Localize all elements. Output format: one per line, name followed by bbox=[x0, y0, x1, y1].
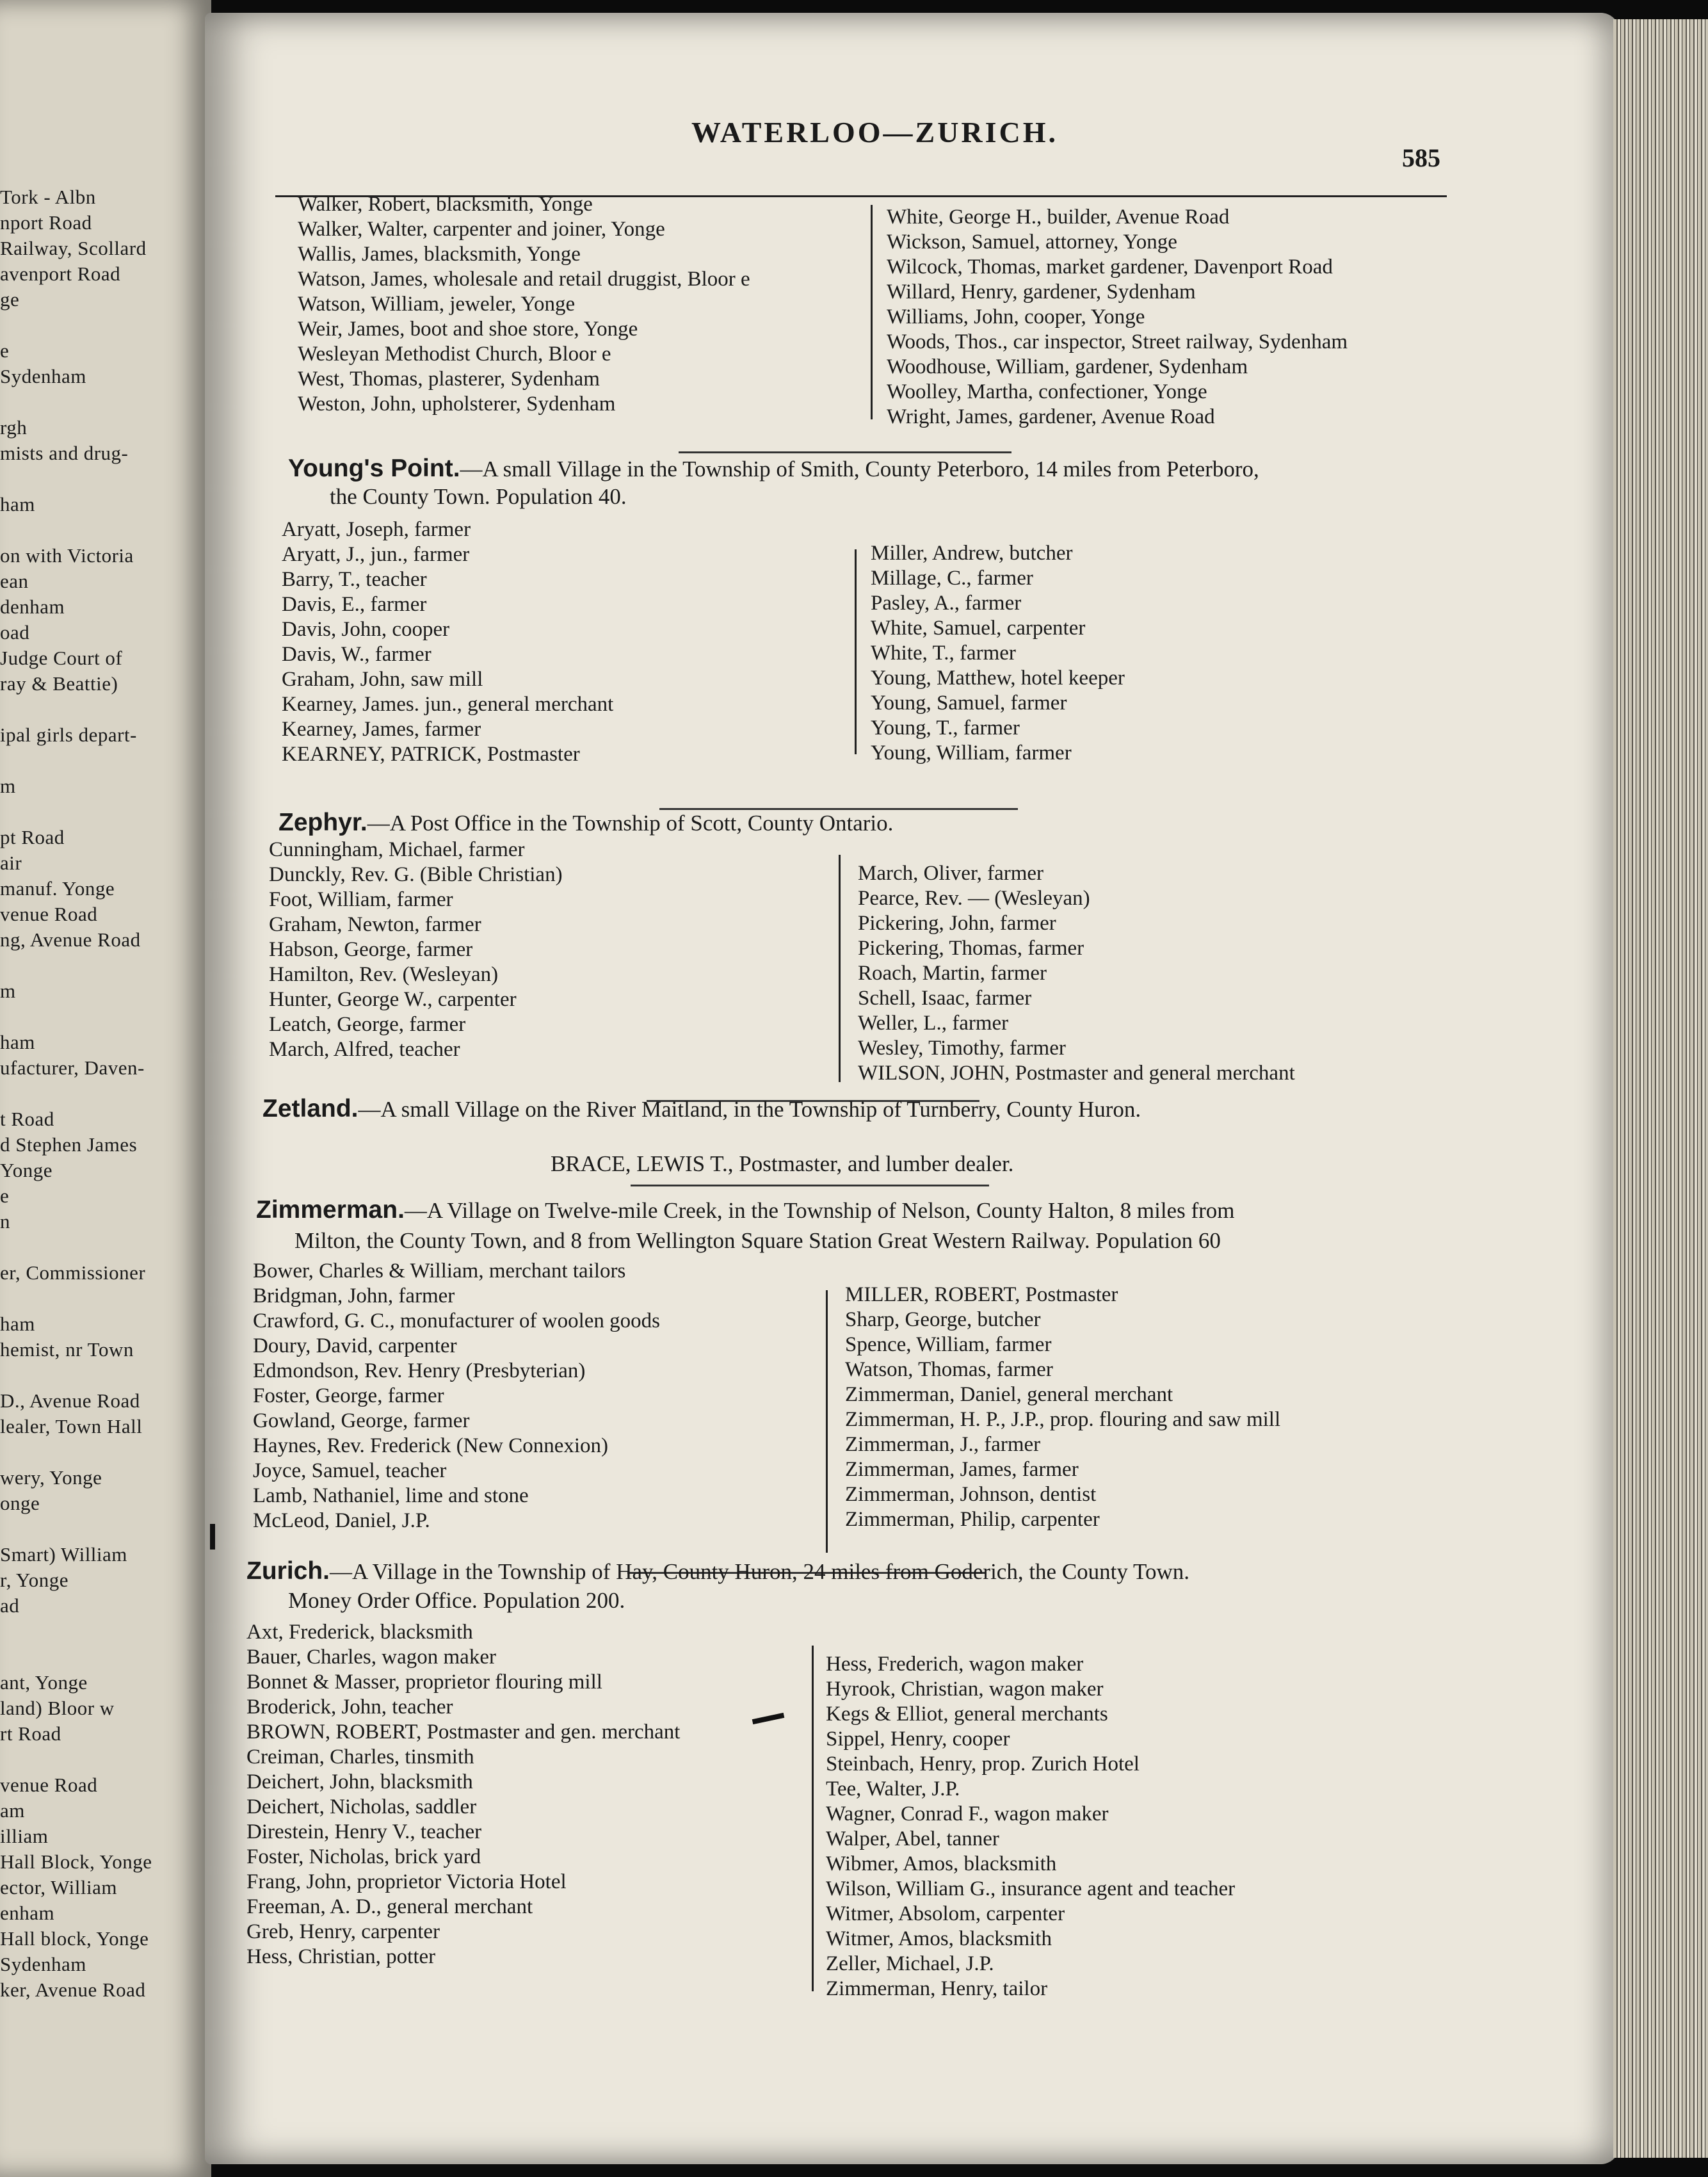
section-divider bbox=[679, 451, 1011, 453]
directory-entry: Zeller, Michael, J.P. bbox=[826, 1952, 994, 1975]
directory-entry: Wesleyan Methodist Church, Bloor e bbox=[298, 343, 611, 366]
directory-entry: Hess, Christian, potter bbox=[246, 1945, 436, 1968]
column-divider bbox=[871, 205, 873, 419]
directory-entry: White, T., farmer bbox=[871, 642, 1016, 665]
facing-page-line: Tork - Albn bbox=[0, 186, 96, 208]
zephyr-left-column bbox=[269, 838, 563, 1062]
facing-page-line: Hall block, Yonge bbox=[0, 1927, 149, 1950]
facing-page-line: ray & Beattie) bbox=[0, 672, 118, 695]
directory-entry: Hamilton, Rev. (Wesleyan) bbox=[269, 963, 499, 986]
facing-page-line: venue Road bbox=[0, 1774, 98, 1796]
directory-entry: Watson, William, jeweler, Yonge bbox=[298, 293, 576, 316]
directory-entry: Watson, Thomas, farmer bbox=[845, 1358, 1053, 1381]
directory-entry: Witmer, Amos, blacksmith bbox=[826, 1927, 1052, 1950]
directory-entry: Bonnet & Masser, proprietor flouring mill bbox=[246, 1671, 602, 1694]
directory-entry: Crawford, G. C., monufacturer of woolen goods bbox=[253, 1309, 661, 1332]
facing-page-line: mists and drug- bbox=[0, 442, 129, 464]
directory-entry: Millage, C., farmer bbox=[871, 567, 1033, 590]
directory-entry: KEARNEY, PATRICK, Postmaster bbox=[282, 743, 580, 766]
column-divider bbox=[826, 1290, 828, 1553]
facing-page-line: illiam bbox=[0, 1825, 49, 1847]
directory-entry: Roach, Martin, farmer bbox=[858, 962, 1047, 985]
facing-page-line: r, Yonge bbox=[0, 1569, 68, 1591]
section-name: Zetland. bbox=[262, 1095, 359, 1122]
directory-entry: Graham, John, saw mill bbox=[282, 668, 483, 691]
directory-entry: March, Oliver, farmer bbox=[858, 862, 1044, 885]
section-name: Young's Point. bbox=[288, 455, 460, 482]
directory-entry: Wickson, Samuel, attorney, Yonge bbox=[887, 231, 1177, 254]
directory-entry: Deichert, John, blacksmith bbox=[246, 1770, 473, 1793]
column-divider bbox=[812, 1646, 814, 1991]
facing-page-line: e bbox=[0, 339, 10, 362]
facing-page-line: ipal girls depart- bbox=[0, 724, 137, 746]
directory-entry: Schell, Isaac, farmer bbox=[858, 987, 1032, 1010]
facing-page-line: ham bbox=[0, 493, 35, 515]
directory-entry: Doury, David, carpenter bbox=[253, 1334, 457, 1357]
zimmerman-heading bbox=[256, 1197, 1235, 1224]
facing-page-line: m bbox=[0, 775, 16, 797]
directory-entry: Bauer, Charles, wagon maker bbox=[246, 1646, 496, 1669]
margin-mark bbox=[210, 1524, 215, 1550]
directory-entry: Young, Matthew, hotel keeper bbox=[871, 667, 1125, 690]
facing-page-line: ufacturer, Daven- bbox=[0, 1056, 145, 1079]
directory-entry: Edmondson, Rev. Henry (Presbyterian) bbox=[253, 1359, 586, 1382]
directory-entry: Bridgman, John, farmer bbox=[253, 1284, 455, 1307]
facing-page-line: m bbox=[0, 980, 16, 1002]
facing-page-line: Yonge bbox=[0, 1159, 53, 1181]
facing-page-line: ant, Yonge bbox=[0, 1671, 88, 1694]
section-name: Zephyr. bbox=[278, 809, 367, 836]
facing-page-line: Judge Court of bbox=[0, 647, 123, 669]
facing-page bbox=[0, 0, 211, 2177]
zetland-heading bbox=[262, 1096, 1141, 1122]
facing-page-line: Sydenham bbox=[0, 365, 86, 387]
facing-page-line: ham bbox=[0, 1031, 35, 1053]
directory-entry: MILLER, ROBERT, Postmaster bbox=[845, 1283, 1118, 1306]
directory-entry: Habson, George, farmer bbox=[269, 938, 473, 961]
facing-page-line: Smart) William bbox=[0, 1543, 127, 1566]
section-description: —A Post Office in the Township of Scott, County Ontario. bbox=[367, 811, 894, 836]
directory-entry: Davis, W., farmer bbox=[282, 643, 431, 666]
directory-entry: Hunter, George W., carpenter bbox=[269, 988, 517, 1011]
zephyr-heading bbox=[278, 810, 893, 836]
directory-entry: Haynes, Rev. Frederick (New Connexion) bbox=[253, 1434, 609, 1457]
directory-entry: Dunckly, Rev. G. (Bible Christian) bbox=[269, 863, 563, 886]
directory-entry: Witmer, Absolom, carpenter bbox=[826, 1902, 1065, 1925]
directory-entry: Steinbach, Henry, prop. Zurich Hotel bbox=[826, 1752, 1140, 1776]
directory-entry: Deichert, Nicholas, saddler bbox=[246, 1795, 477, 1818]
directory-entry: Woolley, Martha, confectioner, Yonge bbox=[887, 380, 1207, 403]
directory-entry: Walper, Abel, tanner bbox=[826, 1827, 999, 1850]
directory-entry: Zimmerman, H. P., J.P., prop. flouring and saw mill bbox=[845, 1408, 1281, 1431]
facing-page-line: D., Avenue Road bbox=[0, 1389, 140, 1412]
directory-entry: Weller, L., farmer bbox=[858, 1012, 1009, 1035]
directory-entry: Zimmerman, James, farmer bbox=[845, 1458, 1079, 1481]
facing-page-line: Railway, Scollard bbox=[0, 237, 147, 259]
directory-entry: Leatch, George, farmer bbox=[269, 1013, 466, 1036]
facing-page-line: onge bbox=[0, 1492, 40, 1514]
facing-page-line: Hall Block, Yonge bbox=[0, 1850, 152, 1873]
directory-entry: Axt, Frederick, blacksmith bbox=[246, 1621, 473, 1644]
directory-entry: Tee, Walter, J.P. bbox=[826, 1777, 960, 1801]
directory-entry: Miller, Andrew, butcher bbox=[871, 542, 1073, 565]
directory-entry: Wibmer, Amos, blacksmith bbox=[826, 1852, 1057, 1875]
directory-entry: Sharp, George, butcher bbox=[845, 1308, 1041, 1331]
facing-page-line: Sydenham bbox=[0, 1953, 86, 1975]
facing-page-line: manuf. Yonge bbox=[0, 877, 115, 900]
facing-page-line: pt Road bbox=[0, 826, 65, 848]
directory-entry: Lamb, Nathaniel, lime and stone bbox=[253, 1484, 529, 1507]
directory-entry: Wright, James, gardener, Avenue Road bbox=[887, 405, 1215, 428]
section-description: —A small Village on the River Maitland, in the Township of Turnberry, County Huron. bbox=[358, 1097, 1141, 1122]
directory-entry: Joyce, Samuel, teacher bbox=[253, 1459, 447, 1482]
zimmerman-left-column bbox=[253, 1259, 660, 1534]
directory-entry: Zimmerman, J., farmer bbox=[845, 1433, 1041, 1456]
directory-entry: March, Alfred, teacher bbox=[269, 1038, 460, 1061]
directory-entry: Zimmerman, Daniel, general merchant bbox=[845, 1383, 1173, 1406]
facing-page-line: hemist, nr Town bbox=[0, 1338, 134, 1361]
facing-page-line: wery, Yonge bbox=[0, 1466, 102, 1489]
directory-entry: Davis, John, cooper bbox=[282, 618, 450, 641]
directory-entry: Wilson, William G., insurance agent and teacher bbox=[826, 1877, 1236, 1900]
facing-page-line: rgh bbox=[0, 416, 28, 439]
facing-page-line: air bbox=[0, 852, 22, 874]
directory-entry: Foster, Nicholas, brick yard bbox=[246, 1845, 481, 1868]
facing-page-line: land) Bloor w bbox=[0, 1697, 115, 1719]
facing-page-line: denham bbox=[0, 595, 65, 618]
zurich-heading bbox=[246, 1558, 1189, 1585]
directory-entry: White, Samuel, carpenter bbox=[871, 617, 1086, 640]
directory-entry: Pasley, A., farmer bbox=[871, 592, 1022, 615]
facing-page-line: avenport Road bbox=[0, 263, 121, 285]
section-name: Zurich. bbox=[246, 1557, 330, 1585]
directory-entry: Kearney, James. jun., general merchant bbox=[282, 693, 614, 716]
directory-entry: Bower, Charles & William, merchant tailors bbox=[253, 1259, 626, 1283]
facing-page-line: ector, William bbox=[0, 1876, 117, 1898]
directory-entry: Foster, George, farmer bbox=[253, 1384, 444, 1407]
directory-entry: Wesley, Timothy, farmer bbox=[858, 1037, 1066, 1060]
directory-entry: West, Thomas, plasterer, Sydenham bbox=[298, 368, 600, 391]
facing-page-line: t Road bbox=[0, 1108, 54, 1130]
facing-page-line: nport Road bbox=[0, 211, 92, 234]
directory-entry: Direstein, Henry V., teacher bbox=[246, 1820, 482, 1843]
directory-entry: Pearce, Rev. — (Wesleyan) bbox=[858, 887, 1090, 910]
zurich-right-column bbox=[826, 1652, 1235, 2002]
section-description: —A Village in the Township of Hay, County Huron, 24 miles from Goderich, the County Town. bbox=[330, 1559, 1189, 1584]
facing-page-line: ker, Avenue Road bbox=[0, 1979, 146, 2001]
facing-page-line: e bbox=[0, 1185, 10, 1207]
running-title: WATERLOO—ZURICH. bbox=[691, 116, 1059, 149]
section-name: Zimmerman. bbox=[256, 1196, 405, 1224]
directory-entry: Weston, John, upholsterer, Sydenham bbox=[298, 393, 616, 416]
page-edges bbox=[1613, 19, 1708, 2158]
youngs-point-heading bbox=[288, 456, 1259, 482]
directory-entry: Aryatt, J., jun., farmer bbox=[282, 543, 470, 566]
directory-entry: Zimmerman, Philip, carpenter bbox=[845, 1508, 1100, 1531]
page-header bbox=[275, 45, 1447, 198]
directory-entry: Cunningham, Michael, farmer bbox=[269, 838, 525, 861]
directory-entry: Young, William, farmer bbox=[871, 741, 1072, 765]
directory-entry: BROWN, ROBERT, Postmaster and gen. merchant bbox=[246, 1720, 681, 1744]
waterloo-left-column bbox=[298, 192, 750, 417]
youngs-point-right-column bbox=[871, 541, 1125, 766]
directory-entry: Zimmerman, Henry, tailor bbox=[826, 1977, 1048, 2000]
directory-entry: Young, T., farmer bbox=[871, 716, 1020, 740]
directory-entry: Wilcock, Thomas, market gardener, Davenport Road bbox=[887, 255, 1333, 279]
directory-entry: McLeod, Daniel, J.P. bbox=[253, 1509, 430, 1532]
facing-page-line: lealer, Town Hall bbox=[0, 1415, 143, 1437]
directory-entry: Kearney, James, farmer bbox=[282, 718, 481, 741]
directory-entry: Sippel, Henry, cooper bbox=[826, 1728, 1010, 1751]
directory-entry: Graham, Newton, farmer bbox=[269, 913, 481, 936]
column-divider bbox=[855, 549, 857, 754]
facing-page-line: oad bbox=[0, 621, 30, 643]
directory-entry: Wallis, James, blacksmith, Yonge bbox=[298, 243, 581, 266]
waterloo-right-column bbox=[887, 205, 1348, 430]
directory-entry: Weir, James, boot and shoe store, Yonge bbox=[298, 318, 638, 341]
directory-entry: Pickering, John, farmer bbox=[858, 912, 1056, 935]
directory-entry: Zimmerman, Johnson, dentist bbox=[845, 1483, 1097, 1506]
facing-page-line: er, Commissioner bbox=[0, 1261, 146, 1284]
directory-entry: Hess, Frederich, wagon maker bbox=[826, 1653, 1084, 1676]
directory-entry: Williams, John, cooper, Yonge bbox=[887, 305, 1145, 328]
facing-page-line: venue Road bbox=[0, 903, 98, 925]
directory-entry: Creiman, Charles, tinsmith bbox=[246, 1745, 474, 1768]
column-divider bbox=[839, 855, 841, 1082]
facing-page-line: am bbox=[0, 1799, 25, 1822]
directory-entry: Walker, Robert, blacksmith, Yonge bbox=[298, 193, 593, 216]
directory-entry: Woods, Thos., car inspector, Street railway, Sydenham bbox=[887, 330, 1348, 353]
section-description: —A small Village in the Township of Smith, County Peterboro, 14 miles from Peterboro, bbox=[460, 457, 1259, 482]
zurich-subheading: Money Order Office. Population 200. bbox=[288, 1588, 625, 1613]
directory-entry: Gowland, George, farmer bbox=[253, 1409, 470, 1432]
directory-entry: Frang, John, proprietor Victoria Hotel bbox=[246, 1870, 567, 1893]
directory-entry: Spence, William, farmer bbox=[845, 1333, 1052, 1356]
directory-entry: Foot, William, farmer bbox=[269, 888, 453, 911]
directory-entry: Broderick, John, teacher bbox=[246, 1695, 453, 1719]
facing-page-line: ad bbox=[0, 1594, 20, 1617]
directory-entry: Barry, T., teacher bbox=[282, 568, 427, 591]
facing-page-line: ean bbox=[0, 570, 29, 592]
directory-entry: Aryatt, Joseph, farmer bbox=[282, 518, 471, 541]
directory-entry: Greb, Henry, carpenter bbox=[246, 1920, 440, 1943]
facing-page-line: on with Victoria bbox=[0, 544, 134, 567]
zimmerman-right-column bbox=[845, 1283, 1280, 1532]
section-divider bbox=[631, 1185, 989, 1186]
directory-entry: Woodhouse, William, gardener, Sydenham bbox=[887, 355, 1248, 378]
directory-entry: WILSON, JOHN, Postmaster and general merchant bbox=[858, 1062, 1295, 1085]
page-number: 585 bbox=[1402, 143, 1440, 172]
directory-entry: Willard, Henry, gardener, Sydenham bbox=[887, 280, 1196, 303]
directory-entry: Young, Samuel, farmer bbox=[871, 692, 1067, 715]
facing-page-line: n bbox=[0, 1210, 10, 1233]
directory-entry: White, George H., builder, Avenue Road bbox=[887, 206, 1230, 229]
zetland-postmaster: BRACE, LEWIS T., Postmaster, and lumber dealer. bbox=[551, 1151, 1014, 1176]
directory-entry: Freeman, A. D., general merchant bbox=[246, 1895, 533, 1918]
directory-entry: Walker, Walter, carpenter and joiner, Yonge bbox=[298, 218, 665, 241]
facing-page-line: rt Road bbox=[0, 1722, 61, 1745]
zurich-left-column bbox=[246, 1620, 680, 1970]
section-description: —A Village on Twelve-mile Creek, in the Township of Nelson, County Halton, 8 miles from bbox=[404, 1198, 1235, 1223]
zimmerman-subheading: Milton, the County Town, and 8 from Wellington Square Station Great Western Railway. Population 60 bbox=[294, 1228, 1221, 1253]
directory-entry: Kegs & Elliot, general merchants bbox=[826, 1703, 1108, 1726]
directory-entry: Watson, James, wholesale and retail druggist, Bloor e bbox=[298, 268, 750, 291]
youngs-point-subheading: the County Town. Population 40. bbox=[330, 484, 627, 509]
facing-page-line: d Stephen James bbox=[0, 1133, 138, 1156]
directory-entry: Davis, E., farmer bbox=[282, 593, 427, 616]
directory-entry: Wagner, Conrad F., wagon maker bbox=[826, 1802, 1109, 1825]
facing-page-line: enham bbox=[0, 1902, 55, 1924]
facing-page-line: ham bbox=[0, 1313, 35, 1335]
zephyr-right-column bbox=[858, 861, 1295, 1086]
youngs-point-left-column bbox=[282, 517, 613, 767]
directory-entry: Pickering, Thomas, farmer bbox=[858, 937, 1084, 960]
facing-page-line: ge bbox=[0, 288, 20, 311]
facing-page-line: ng, Avenue Road bbox=[0, 928, 141, 951]
directory-entry: Hyrook, Christian, wagon maker bbox=[826, 1678, 1104, 1701]
